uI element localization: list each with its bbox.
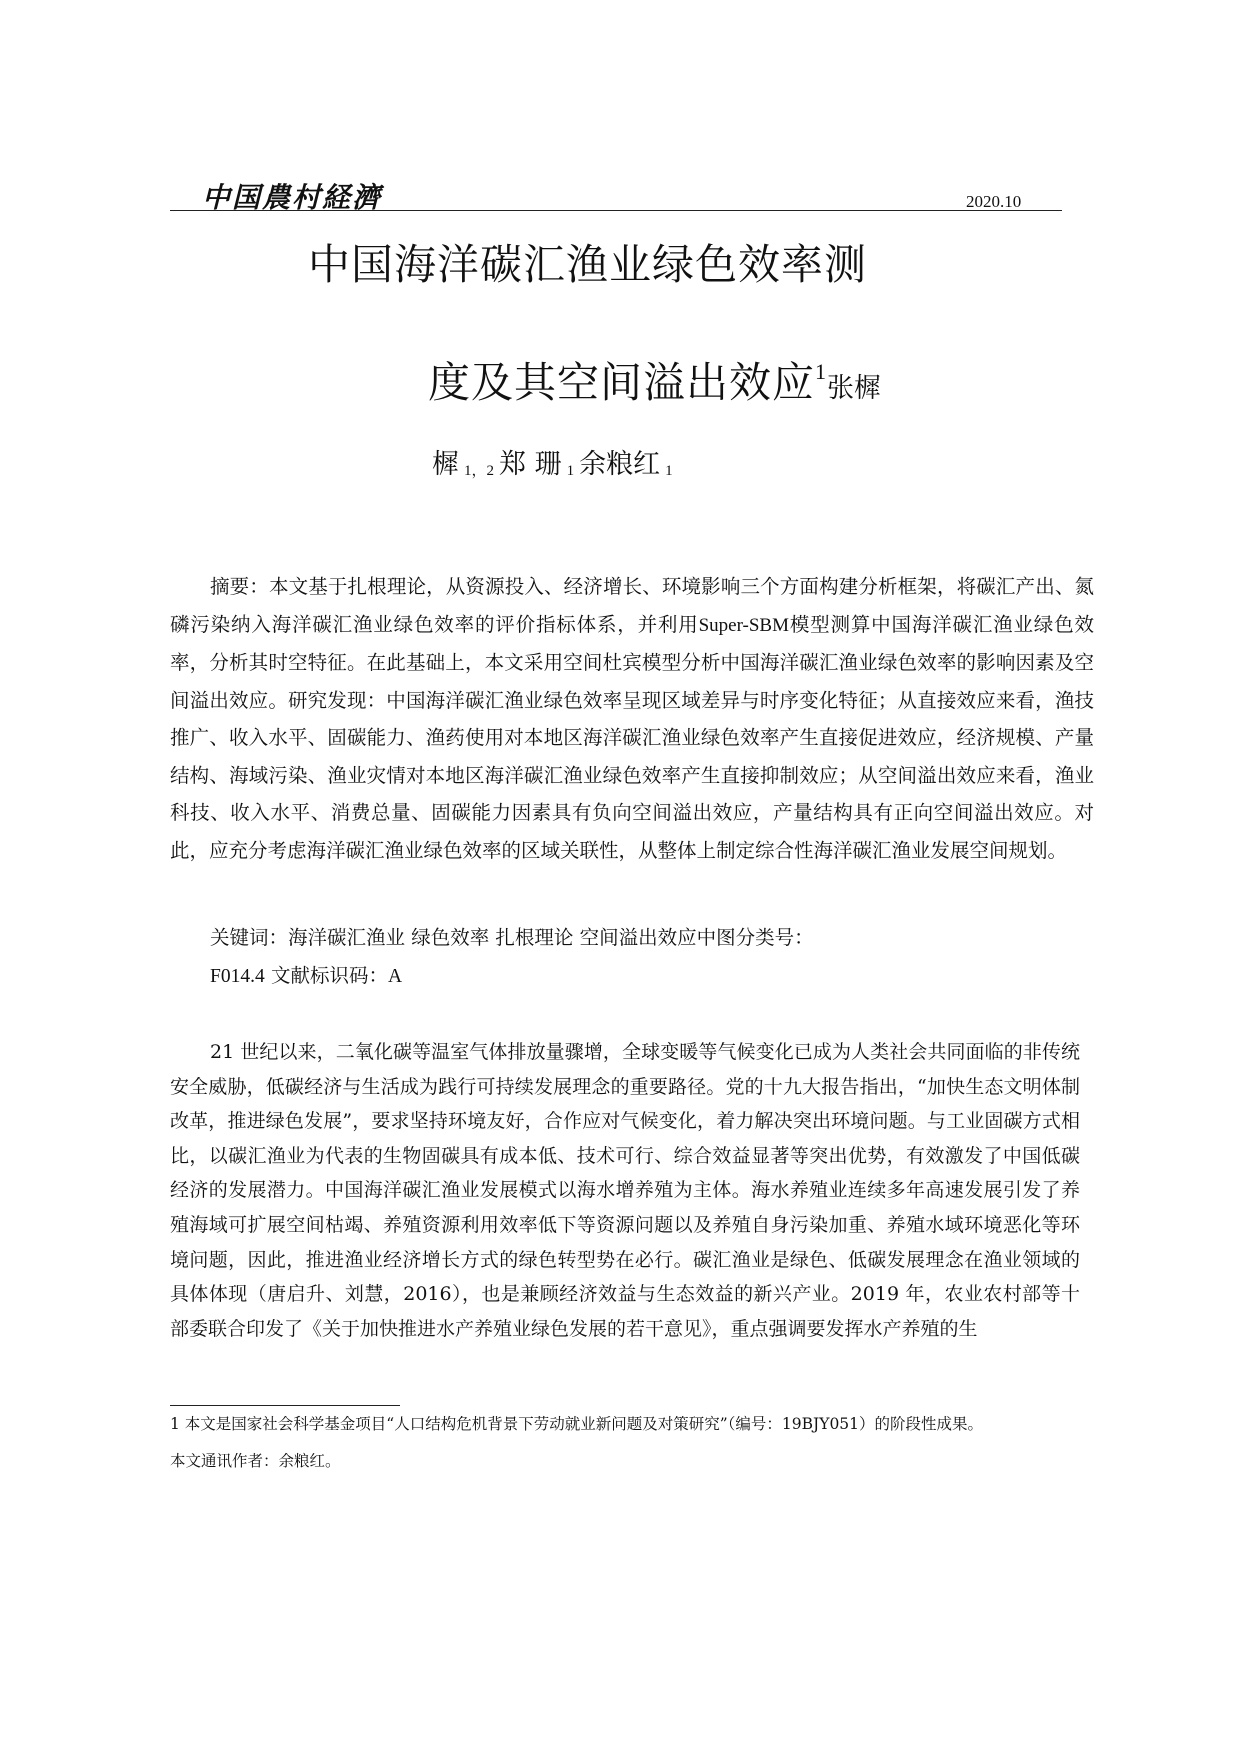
footnote-rule [170,1405,400,1406]
body-paragraph: 21 世纪以来，二氧化碳等温室气体排放量骤增，全球变暖等气候变化已成为人类社会共同面临的非传统安全威胁，低碳经济与生活成为践行可持续发展理念的重要路径。党的十九大报告指出，“加快生态文明体制改革，推进绿色发展”，要求坚持环境友好，合作应对气候变化，着力解决突出环境问题。与工业固碳方式相比，以碳汇渔业为代表的生物固碳具有成本低、技术可行、综合效益显著等突出优势，有效激发了中国低碳经济的发展潜力。中国海洋碳汇渔业发展模式以海水增养殖为主体。海水养殖业连续多年高速发展引发了养殖海域可扩展空间枯竭、养殖资源利用效率低下等资源问题以及养殖自身污染加重、养殖水域环境恶化等环境问题，因此，推进渔业经济增长方式的绿色转型势在必行。碳汇渔业是绿色、低碳发展理念在渔业领域的具体体现（唐启升、刘慧，2016），也是兼顾经济效益与生态效益的新兴产业。2019 年，农业农村部等十部委联合印发了《关于加快推进水产养殖业绿色发展的若干意见》，重点强调要发挥水产养殖的生 [170,1041,1080,1340]
corresponding-author-note: 本文通讯作者：余粮红。 [170,1452,341,1470]
classification-line [210,957,814,996]
classification-code: F014.4 [210,965,265,987]
keywords-block [210,919,814,995]
author-1-tail: 樨 [432,449,459,480]
author-2-affiliation: 1 [566,463,575,479]
footnote-1: 1 本文是国家社会科学基金项目“人口结构危机背景下劳动就业新问题及对策研究”（编号：19BJY051）的阶段性成果。 [170,1415,984,1433]
keywords-line: 关键词：海洋碳汇渔业 绿色效率 扎根理论 空间溢出效应中图分类号： [210,926,814,949]
title-footnote-mark[interactable]: 1 [815,359,828,384]
abstract-part-1: 摘要：本文基于扎根理论，从资源投入、经济增长、环境影响三个方面构建分析框架，将碳汇产出、氮磷污染纳入海洋碳汇渔业绿色效率的评价指标体系，并利用 [170,575,1094,636]
author-3-affiliation: 1 [665,463,673,479]
author-1-affiliation: 1，2 [464,463,495,479]
author-3: 余粮红 [579,449,661,480]
body-text [170,1035,1080,1346]
abstract-model-name: Super-SBM [698,614,790,636]
author-2: 郑 珊 [499,449,562,480]
header-rule [170,210,1062,211]
abstract-paragraph [170,568,1094,869]
footnotes [170,1412,1082,1474]
author-line [432,442,678,481]
abstract [170,568,1094,869]
author-name-start: 张樨 [827,373,882,404]
journal-masthead: 中国農村経濟 [202,181,383,214]
paper-title-line-2 [0,350,1240,410]
doc-code: A [387,965,403,987]
paper-title-line-2-text: 度及其空间溢出效应 [428,358,816,407]
issue-number: 2020.10 [966,192,1022,211]
abstract-part-2: 模型测算中国海洋碳汇渔业绿色效率，分析其时空特征。在此基础上，本文采用空间杜宾模型分析中国海洋碳汇渔业绿色效率的影响因素及空间溢出效应。研究发现：中国海洋碳汇渔业绿色效率呈现区域差异与时序变化特征；从直接效应来看，渔技推广、收入水平、固碳能力、渔药使用对本地区海洋碳汇渔业绿色效率产生直接促进效应，经济规模、产量结构、海域污染、渔业灾情对本地区海洋碳汇渔业绿色效率产生直接抑制效应；从空间溢出效应来看，渔业科技、收入水平、消费总量、固碳能力因素具有负向空间溢出效应，产量结构具有正向空间溢出效应。对此，应充分考虑海洋碳汇渔业绿色效率的区域关联性，从整体上制定综合性海洋碳汇渔业发展空间规划。 [170,612,1094,862]
paper-title-line-1: 中国海洋碳汇渔业绿色效率测 [308,240,868,289]
doc-code-label: 文献标识码： [270,963,388,987]
